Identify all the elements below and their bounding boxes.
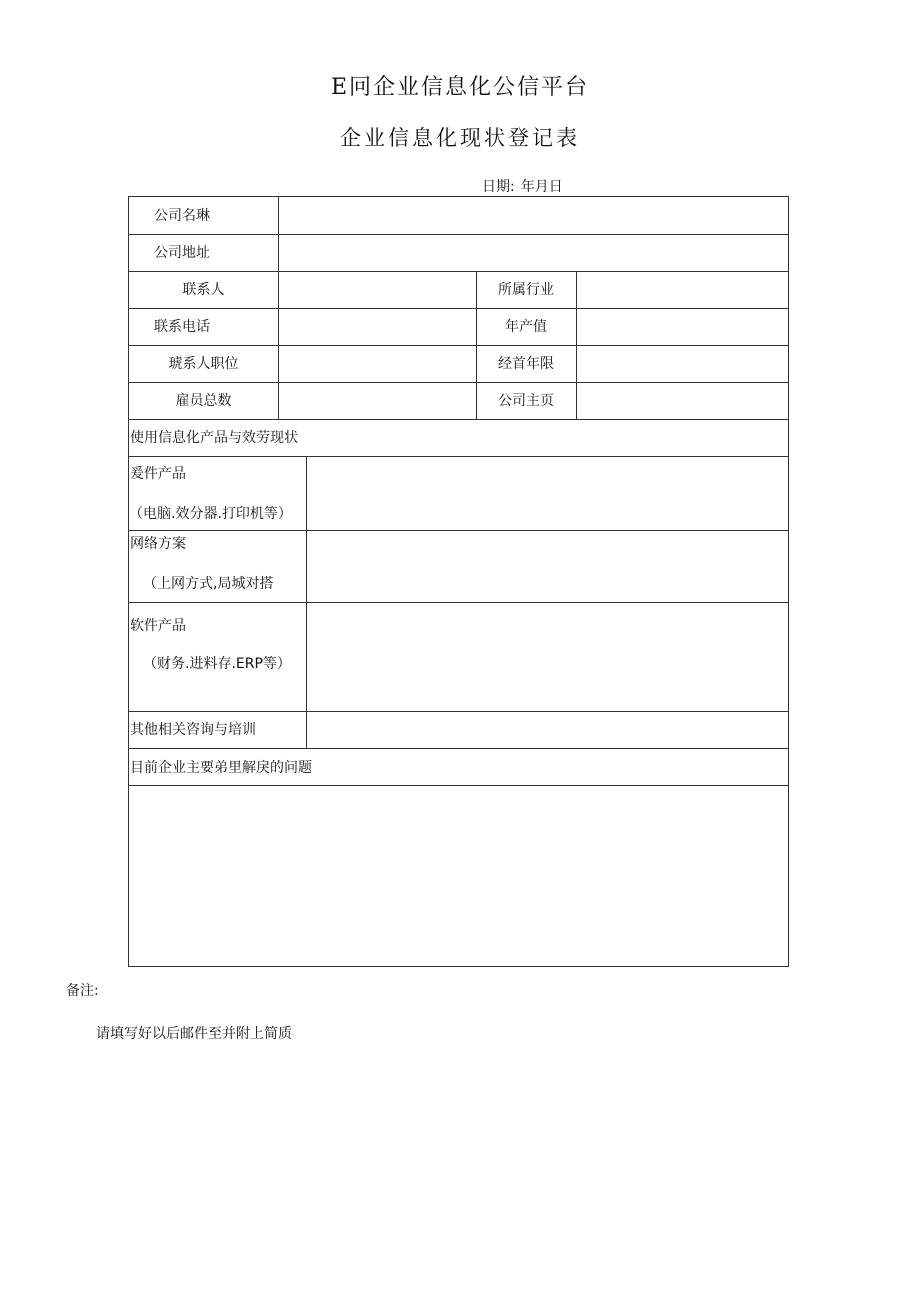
contact-field[interactable] xyxy=(279,272,476,308)
row-divider xyxy=(129,748,788,749)
homepage-field[interactable] xyxy=(577,383,788,419)
company-address-field[interactable] xyxy=(279,235,788,271)
software-field[interactable] xyxy=(307,603,788,711)
date-line xyxy=(482,176,569,196)
annual-output-label: 年产值 xyxy=(505,319,547,335)
contact-position-field[interactable] xyxy=(279,346,476,382)
network-label: 网络方案 xyxy=(130,536,186,552)
date-value: 年月日 xyxy=(520,179,563,195)
company-name-label: 公司名琳 xyxy=(154,208,210,224)
hardware-field[interactable] xyxy=(307,457,788,530)
row-divider xyxy=(129,419,788,420)
registration-table xyxy=(128,196,789,967)
employees-label: 雇员总数 xyxy=(175,393,232,409)
network-field[interactable] xyxy=(307,531,788,602)
problems-label: 目前企业主要弟里解戾的问题 xyxy=(130,760,312,776)
date-label: 日期: xyxy=(482,179,515,195)
software-label: 软件产品 xyxy=(130,618,186,634)
hardware-hint: （电脑.效分器.打印机等） xyxy=(129,506,292,522)
employees-field[interactable] xyxy=(279,383,476,419)
hardware-label: 爰件产品 xyxy=(130,466,186,482)
note-label: 备注: xyxy=(66,983,99,999)
industry-field[interactable] xyxy=(577,272,788,308)
contact-position-label: 琥系人职位 xyxy=(168,356,239,372)
consulting-label: 其他相关咨询与培训 xyxy=(130,722,256,738)
consulting-field[interactable] xyxy=(307,712,788,748)
homepage-label: 公司主页 xyxy=(498,393,554,409)
contact-label: 联系人 xyxy=(182,282,225,298)
network-hint: （上网方式,局城对搭 xyxy=(143,576,274,592)
company-name-field[interactable] xyxy=(279,197,788,234)
industry-label: 所属行业 xyxy=(498,282,554,298)
phone-field[interactable] xyxy=(279,309,476,345)
software-hint: （财务.进料存.ERP等） xyxy=(143,656,291,672)
form-title: E冋企业信息化公信平台 xyxy=(330,75,590,100)
years-label: 经首年限 xyxy=(498,356,554,372)
problems-field[interactable] xyxy=(129,786,788,966)
years-field[interactable] xyxy=(577,346,788,382)
annual-output-field[interactable] xyxy=(577,309,788,345)
note-text: 请填写好以后邮件至并附上简质 xyxy=(96,1026,292,1042)
company-address-label: 公司地址 xyxy=(154,245,210,261)
phone-label: 联系电话 xyxy=(154,319,210,335)
form-subtitle: 企业信息化现状登记表 xyxy=(340,126,580,150)
usage-section-label: 使用信息化产品与效劳现状 xyxy=(130,430,298,446)
